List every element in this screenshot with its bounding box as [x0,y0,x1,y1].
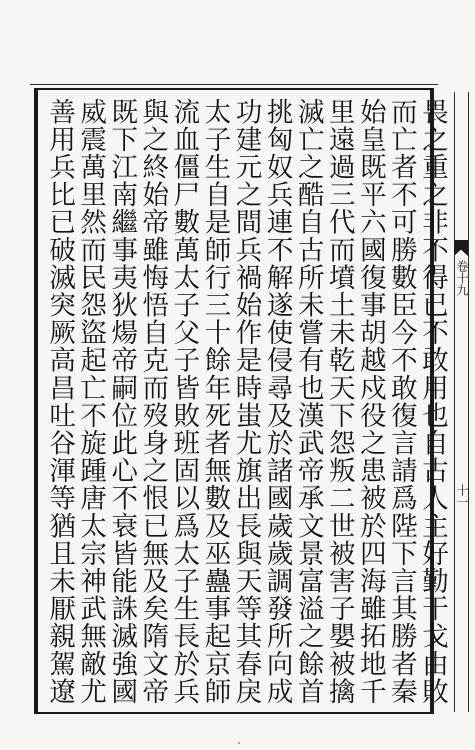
text-column-9: 流血僵尸數萬太子父子皆敗班固以爲太子生長於兵 [168,98,200,706]
text-column-10: 與之終始帝雖悔悟自克而歿身之恨已無及矣隋文帝 [137,98,169,706]
text-column-2: 而亡者不可勝數臣今不敢復言請爲陛下言其勝者秦 [385,98,417,706]
text-column-1: 畏之重之非不得已不敢用也自古人主好勤干戈由敗 [417,98,448,706]
text-column-5: 滅亡之酷自古所未嘗有也漢武帝承文景富溢之餘首 [292,98,324,706]
ink-speck [238,742,240,744]
text-column-8: 太子生自是師行三十餘年死者無數及巫蠱事起京師 [199,98,231,706]
page-frame [34,88,469,714]
text-column-13: 善用兵比已破滅突厥高昌吐谷渾等猶且未厭親駕遼 [44,98,76,706]
fishtail-mark-icon [454,240,468,256]
text-column-11: 既下江南繼事夷狄煬帝嗣位此心不衰皆能誅滅強國 [106,98,138,706]
text-column-12: 威震萬里然而民怨盜起亡不旋踵唐太宗神武無敵尤 [75,98,107,706]
text-column-7: 功建元之間兵禍始作是時蚩尤旗出長與天等其春戾 [230,98,262,706]
center-fold-strip [454,92,468,712]
text-column-6: 挑匈奴兵連不解遂使侵尋及於諸國歲歲調發所向成 [261,98,293,706]
frame-outer-rule [30,84,438,85]
text-columns [44,98,448,710]
page-number: 十一 [455,484,469,508]
volume-label: 卷十九 [455,260,469,296]
text-column-3: 始皇既平六國復事胡越戍役之患被於四海雖拓地千 [354,98,386,706]
text-column-4: 里遠過三代而墳土未乾天下怨叛二世被害子嬰被擒 [323,98,355,706]
